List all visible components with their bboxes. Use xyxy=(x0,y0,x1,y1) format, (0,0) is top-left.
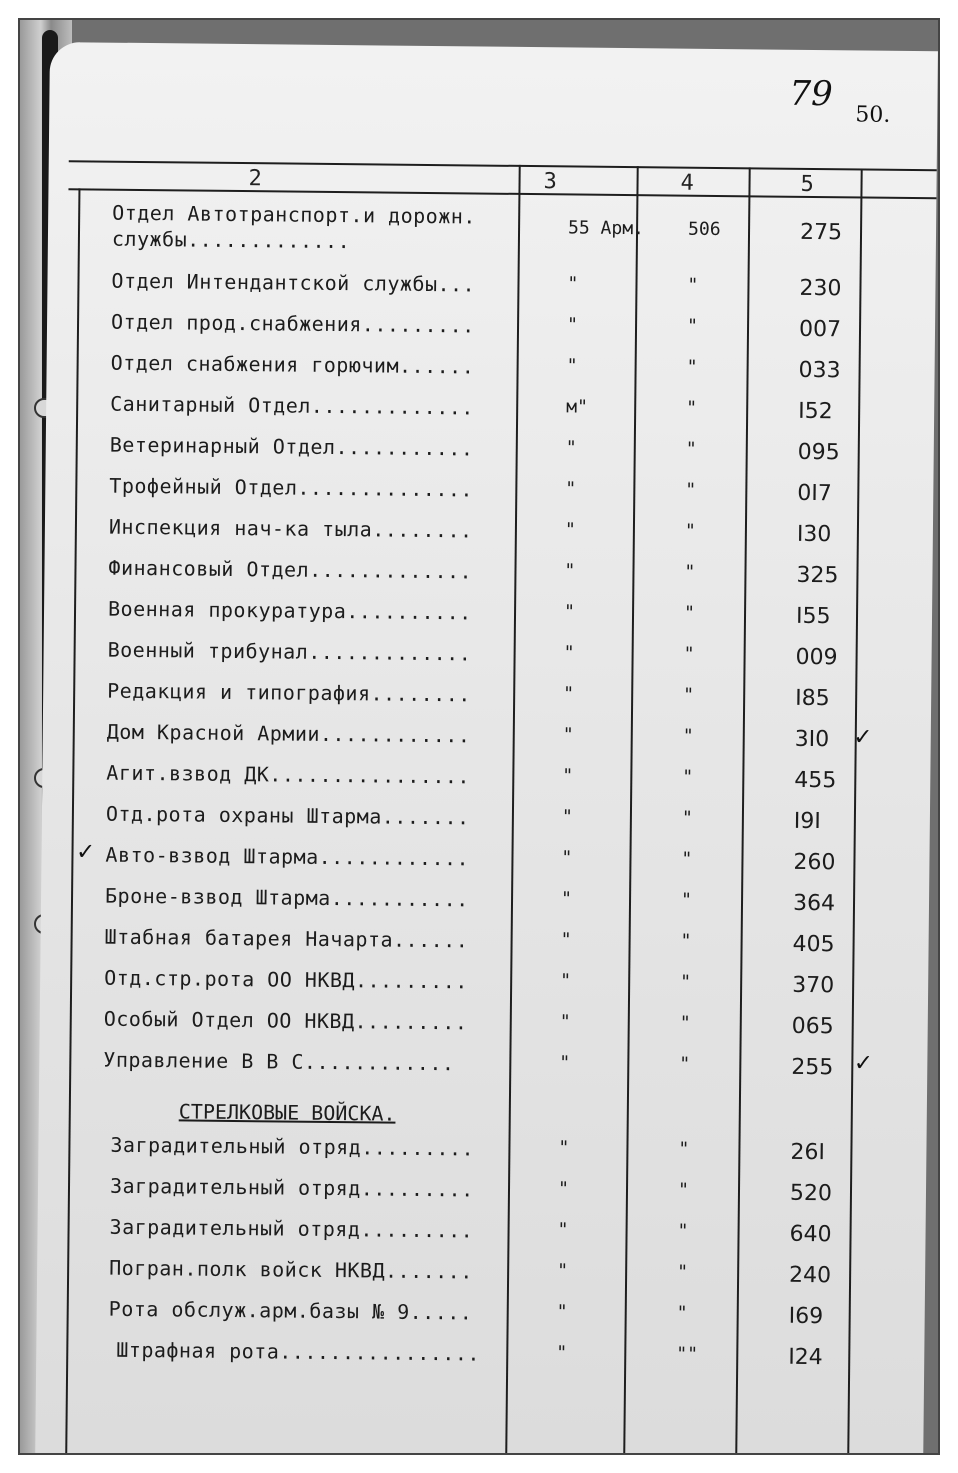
column-4-cell: " xyxy=(680,889,693,911)
army-cell: " xyxy=(564,519,576,541)
army-cell: " xyxy=(557,1260,569,1282)
field-post-number: 26I xyxy=(790,1139,826,1166)
column-4-cell: " xyxy=(686,315,699,337)
unit-name: Ветеринарный Отдел........... xyxy=(109,432,474,461)
field-post-number: 364 xyxy=(792,890,836,917)
unit-name: Штабная батарея Начарта...... xyxy=(104,924,469,953)
army-cell: " xyxy=(558,1137,570,1159)
column-4-cell: " xyxy=(678,1138,690,1160)
column-4-cell: " xyxy=(677,1220,689,1242)
field-post-number: 065 xyxy=(791,1013,834,1040)
field-post-number: 0I7 xyxy=(797,480,832,507)
unit-name: Редакция и типография........ xyxy=(107,678,472,707)
column-4-cell: " xyxy=(676,1302,688,1324)
column-4-cell: " xyxy=(687,274,699,296)
field-post-number: I9I xyxy=(793,808,821,835)
unit-name: Заградительный отряд......... xyxy=(109,1214,474,1243)
unit-name: Трофейный Отдел.............. xyxy=(109,473,474,502)
army-cell: " xyxy=(563,601,576,623)
unit-name: Отдел Интендантской службы... xyxy=(111,268,476,297)
column-4-cell: " xyxy=(682,766,694,788)
field-post-number: 455 xyxy=(794,767,837,794)
army-cell: м" xyxy=(566,396,589,418)
column-4-cell: " xyxy=(683,643,695,665)
field-post-number: 370 xyxy=(792,972,835,999)
field-post-number: 255 xyxy=(791,1054,834,1081)
army-cell: " xyxy=(557,1219,569,1241)
column-header: 3 xyxy=(543,169,557,195)
table-row xyxy=(36,1337,924,1386)
unit-name: Отд.рота охраны Штарма....... xyxy=(105,801,470,830)
unit-name: Погран.полк войск НКВД....... xyxy=(109,1255,473,1284)
army-cell: " xyxy=(561,847,573,869)
field-post-number: I55 xyxy=(795,603,831,630)
field-post-number: I69 xyxy=(788,1303,824,1330)
unit-name: Агит.взвод ДК................ xyxy=(106,760,471,789)
unit-name: Особый Отдел ОО НКВД......... xyxy=(103,1006,468,1035)
column-4-cell: "" xyxy=(676,1343,699,1365)
field-post-number: 3I0 xyxy=(794,726,830,753)
typed-page-number: 50. xyxy=(855,102,891,128)
field-post-number: 405 xyxy=(792,931,835,958)
document-photo xyxy=(20,20,938,1453)
column-4-cell: " xyxy=(681,848,693,870)
army-cell: " xyxy=(556,1301,568,1323)
handwritten-page-number: 79 xyxy=(789,73,833,115)
checkmark-icon: ✓ xyxy=(855,1047,872,1078)
column-4-cell: " xyxy=(685,479,697,501)
field-post-number: 325 xyxy=(796,562,839,589)
army-cell: " xyxy=(565,478,577,500)
column-header: 4 xyxy=(680,170,694,196)
army-cell: 55 Арм. xyxy=(567,217,645,240)
column-4-cell: " xyxy=(682,725,694,747)
checkmark-icon: ✓ xyxy=(854,721,871,752)
column-4-cell: " xyxy=(679,1012,691,1034)
field-post-number: 520 xyxy=(789,1180,833,1207)
unit-name: Управление В В С............ xyxy=(103,1047,455,1076)
army-cell: " xyxy=(561,806,573,828)
unit-name: Броне-взвод Штарма........... xyxy=(104,883,469,912)
header-rule-top xyxy=(69,160,937,171)
unit-name: Рота обслуж.арм.базы № 9..... xyxy=(108,1296,473,1325)
column-4-cell: 506 xyxy=(687,218,721,241)
unit-name: Санитарный Отдел............. xyxy=(110,391,475,420)
field-post-number: 640 xyxy=(789,1221,832,1248)
column-4-cell: " xyxy=(684,520,696,542)
unit-name: Военный трибунал............. xyxy=(107,637,472,666)
column-4-cell: " xyxy=(681,807,693,829)
field-post-number: I85 xyxy=(795,685,830,712)
unit-name: Заградительный отряд......... xyxy=(109,1173,474,1202)
unit-name: Инспекция нач-ка тыла........ xyxy=(108,514,473,543)
unit-name: Отд.стр.рота ОО НКВД......... xyxy=(104,965,469,994)
section-heading: СТРЕЛКОВЫЕ ВОЙСКА. xyxy=(178,1099,396,1126)
field-post-number: 230 xyxy=(799,275,842,302)
checkmark-icon: ✓ xyxy=(77,836,94,867)
army-cell: " xyxy=(560,929,572,951)
field-post-number: 009 xyxy=(795,644,838,671)
army-cell: " xyxy=(567,273,579,295)
field-post-number: 095 xyxy=(797,439,840,466)
column-4-cell: " xyxy=(686,356,698,378)
column-4-cell: " xyxy=(679,1053,691,1075)
army-cell: " xyxy=(566,314,579,336)
document-page xyxy=(35,42,938,1453)
unit-name: Отдел Автотранспорт.и дорожн. xyxy=(112,200,477,229)
field-post-number: 240 xyxy=(788,1262,832,1289)
army-cell: " xyxy=(556,1342,568,1364)
field-post-number: 275 xyxy=(799,219,843,246)
army-cell: " xyxy=(557,1178,569,1200)
column-4-cell: " xyxy=(677,1261,689,1283)
army-cell: " xyxy=(562,724,574,746)
field-post-number: I24 xyxy=(788,1344,823,1371)
army-cell: " xyxy=(565,437,577,459)
unit-name: Отдел снабжения горючим...... xyxy=(110,350,475,379)
army-cell: " xyxy=(560,970,572,992)
column-4-cell: " xyxy=(680,930,692,952)
field-post-number: 007 xyxy=(798,316,842,343)
field-post-number: I52 xyxy=(798,398,833,425)
field-post-number: 260 xyxy=(793,849,836,876)
column-header: 2 xyxy=(248,166,262,192)
column-4-cell: " xyxy=(683,684,695,706)
army-cell: " xyxy=(559,1011,571,1033)
column-4-cell: " xyxy=(684,561,696,583)
unit-name-continuation: службы............. xyxy=(111,226,351,254)
field-post-number: 033 xyxy=(798,357,841,384)
army-cell: " xyxy=(564,560,576,582)
unit-name: Отдел прод.снабжения......... xyxy=(110,309,475,338)
column-4-cell: " xyxy=(680,971,692,993)
column-4-cell: " xyxy=(683,602,696,624)
column-header: 5 xyxy=(800,171,814,198)
army-cell: " xyxy=(562,765,574,787)
unit-name: Заградительный отряд......... xyxy=(110,1132,475,1161)
unit-name: Финансовый Отдел............. xyxy=(108,555,473,584)
column-4-cell: " xyxy=(686,397,698,419)
column-4-cell: " xyxy=(677,1179,689,1201)
army-cell: " xyxy=(559,1052,571,1074)
table-row xyxy=(39,1047,927,1096)
army-cell: " xyxy=(566,355,578,377)
field-post-number: I30 xyxy=(796,521,832,548)
column-4-cell: " xyxy=(685,438,697,460)
unit-name: Авто-взвод Штарма............ xyxy=(105,842,470,871)
unit-name: Дом Красной Армии............ xyxy=(106,719,471,748)
army-cell: " xyxy=(563,642,575,664)
unit-name: Военная прокуратура.......... xyxy=(107,596,472,625)
unit-name: Штрафная рота................ xyxy=(116,1337,481,1366)
table-row xyxy=(48,200,936,254)
army-cell: " xyxy=(563,683,575,705)
army-cell: " xyxy=(560,888,573,910)
